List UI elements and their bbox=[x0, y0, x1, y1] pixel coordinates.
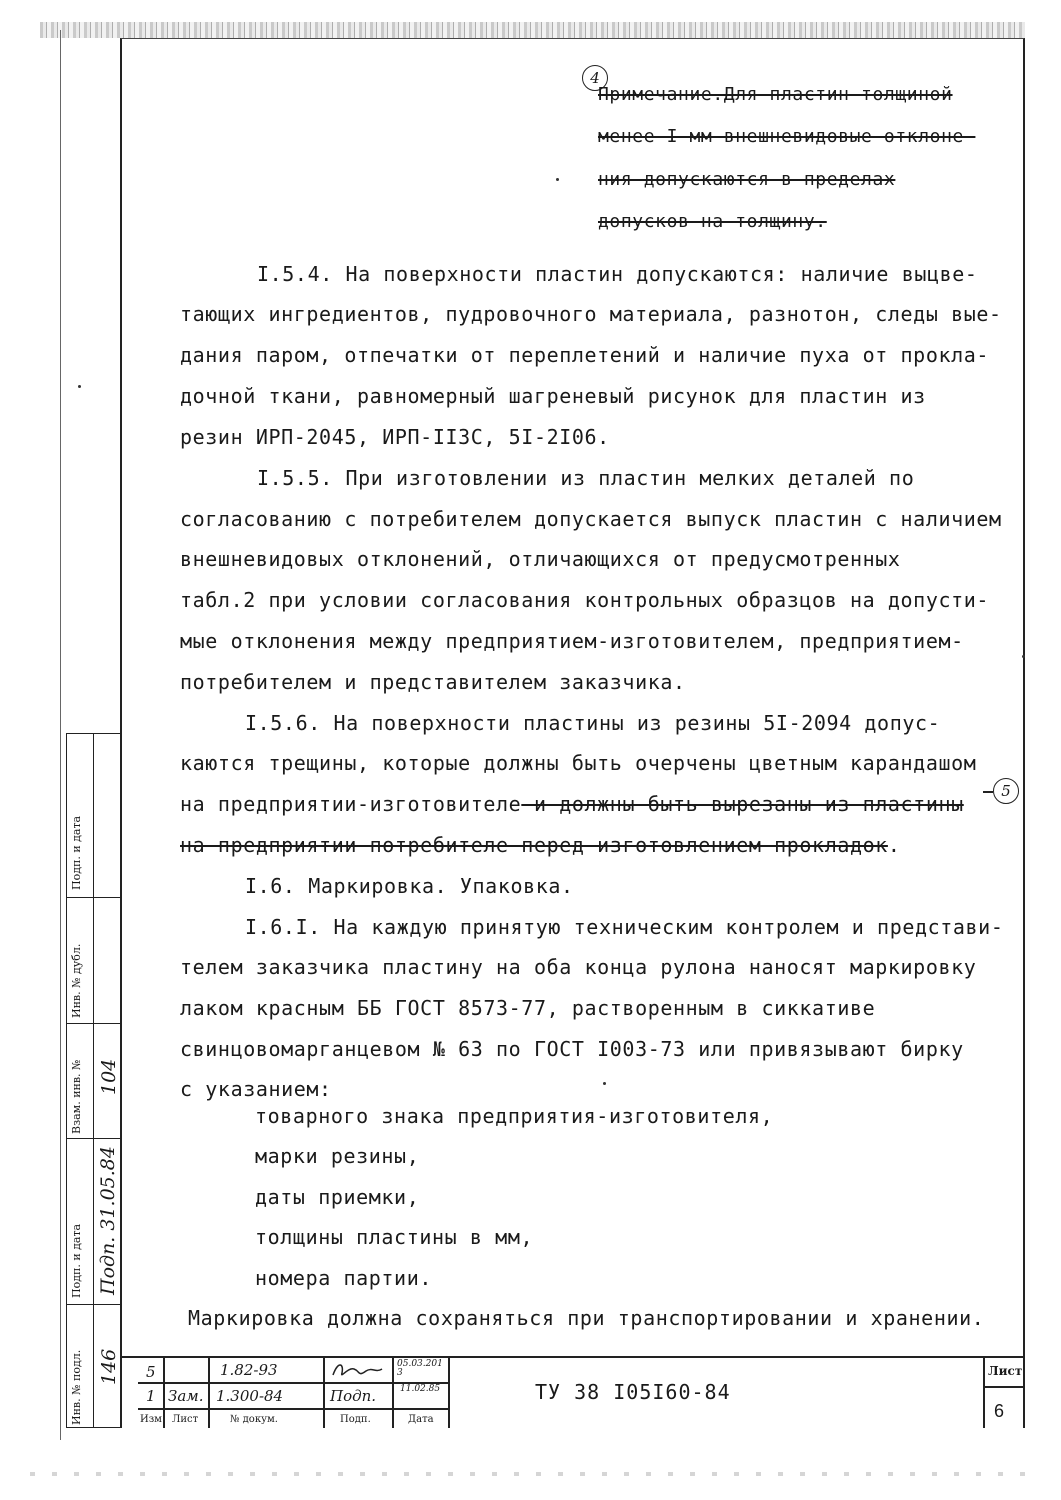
outer-margin-line bbox=[60, 30, 61, 1440]
margin-row-divider-1 bbox=[66, 897, 122, 898]
margin-label-vzam-inv: Взам. инв. № bbox=[70, 1059, 83, 1134]
note-line-2: менее I мм внешневидовые отклоне- bbox=[598, 126, 976, 147]
clause-1-5-5-line-1: I.5.5. При изготовлении из пластин мелких деталей по bbox=[257, 466, 915, 490]
clause-1-5-5-line-2: согласованию с потребителем допускается выпуск пластин с наличием bbox=[180, 507, 1002, 531]
title-block-col-2 bbox=[208, 1356, 210, 1428]
margin-label-inv-podl: Инв. № подл. bbox=[70, 1349, 83, 1425]
margin-row-divider-4 bbox=[66, 1304, 122, 1305]
clause-1-5-4-line-4: дочной ткани, равномерный шагреневый рисунок для пластин из bbox=[180, 384, 926, 408]
title-block-col-1 bbox=[163, 1356, 165, 1428]
title-block-col-4 bbox=[392, 1356, 394, 1428]
clause-1-5-5-line-3: внешневидовых отклонений, отличающихся от предусмотренных bbox=[180, 547, 901, 571]
margin-label-podp-date-1: Подп. и дата bbox=[70, 1223, 83, 1298]
clause-1-5-4-line-5: резин ИРП-2045, ИРП-II3С, 5I-2I06. bbox=[180, 425, 610, 449]
margin-row-divider-3 bbox=[66, 1138, 122, 1139]
header-list: Лист bbox=[172, 1414, 199, 1425]
marking-list-item-1: товарного знака предприятия-изготовителя, bbox=[255, 1104, 774, 1128]
revision-marker-4: 4 bbox=[582, 65, 608, 91]
scan-speck bbox=[603, 1082, 606, 1085]
header-izm: Изм bbox=[140, 1414, 162, 1425]
clause-1-5-4-line-2: тающих ингредиентов, пудровочного материала, разнотон, следы вые- bbox=[180, 302, 1002, 326]
scan-speck bbox=[556, 178, 559, 181]
row1-izm: 5 bbox=[146, 1363, 156, 1381]
clause-1-6-1-line-1: I.6.I. На каждую принятую техническим контролем и представи- bbox=[245, 915, 1004, 939]
row1-signature bbox=[330, 1359, 385, 1381]
clause-1-5-6-kept-text: на предприятии-изготовителе bbox=[180, 792, 522, 816]
title-block-col-6 bbox=[983, 1356, 985, 1428]
marking-list-item-2: марки резины, bbox=[255, 1144, 420, 1168]
marking-list-item-3: даты приемки, bbox=[255, 1185, 420, 1209]
note-line-3: ния допускаются в пределах bbox=[598, 169, 896, 190]
title-block-top-line bbox=[120, 1356, 1025, 1358]
margin-column-divider bbox=[93, 733, 94, 1428]
clause-1-5-5-line-5: мые отклонения между предприятием-изготовителем, предприятием- bbox=[180, 629, 964, 653]
scan-artifact-bottom bbox=[30, 1472, 1030, 1476]
clause-1-6-1-line-3: лаком красным ББ ГОСТ 8573-77, растворенным в сиккативе bbox=[180, 996, 876, 1020]
clause-1-5-5-line-6: потребителем и представителем заказчика. bbox=[180, 670, 686, 694]
row2-izm: 1 bbox=[146, 1387, 156, 1405]
marking-list-item-4: толщины пластины в мм, bbox=[255, 1225, 534, 1249]
clause-1-5-6-line-3 bbox=[180, 792, 964, 816]
row2-list: Зам. bbox=[168, 1387, 204, 1405]
clause-1-5-6-line-4 bbox=[180, 833, 901, 857]
header-date: Дата bbox=[408, 1414, 434, 1425]
clause-1-6-1-line-5: с указанием: bbox=[180, 1077, 332, 1101]
revision-dash bbox=[983, 791, 993, 793]
title-block-row-line-2 bbox=[138, 1408, 448, 1410]
clause-1-5-5-line-4: табл.2 при условии согласования контрольных образцов на допусти- bbox=[180, 588, 990, 612]
scan-speck bbox=[1022, 655, 1025, 658]
margin-row-divider-2 bbox=[66, 1023, 122, 1024]
margin-value-inv-podl: 146 bbox=[98, 1348, 120, 1385]
sheet-cell-divider bbox=[983, 1386, 1025, 1388]
clause-1-5-4-line-1: I.5.4. На поверхности пластин допускаются: наличие выцве- bbox=[257, 262, 978, 286]
margin-label-podp-date-2: Подп. и дата bbox=[70, 815, 83, 890]
clause-1-5-6-period: . bbox=[887, 833, 901, 857]
clause-1-6-1-line-2: телем заказчика пластину на оба конца рулона наносят маркировку bbox=[180, 955, 977, 979]
scan-artifact-top bbox=[40, 22, 1025, 38]
row2-sign: Подп. bbox=[330, 1387, 377, 1405]
document-code: ТУ 38 I05I60-84 bbox=[535, 1380, 731, 1404]
sheet-number: 6 bbox=[994, 1401, 1005, 1421]
clause-1-5-4-line-3: дания паром, отпечатки от переплетений и наличие пуха от прокла- bbox=[180, 343, 990, 367]
row1-date: 05.03.2013 bbox=[397, 1359, 443, 1378]
header-sign: Подп. bbox=[340, 1414, 371, 1425]
sheet-label: Лист bbox=[988, 1364, 1023, 1378]
clause-1-6-1-line-4: свинцовомарганцевом № 63 по ГОСТ I003-73 или привязывают бирку bbox=[180, 1037, 964, 1061]
clause-1-5-6-line-2: каются трещины, которые должны быть очерчены цветным карандашом bbox=[180, 751, 977, 775]
revision-marker-5: 5 bbox=[993, 778, 1019, 804]
margin-value-podp-date: Подп. 31.05.84 bbox=[97, 1146, 119, 1295]
margin-value-vzam-inv: 104 bbox=[98, 1058, 120, 1095]
marking-list-item-5: номера партии. bbox=[255, 1266, 432, 1290]
section-1-6-heading: I.6. Маркировка. Упаковка. bbox=[245, 874, 574, 898]
final-sentence: Маркировка должна сохраняться при транспортировании и хранении. bbox=[188, 1306, 985, 1330]
clause-1-5-6-struck-line: на предприятии-потребителе перед изготовлением прокладок bbox=[180, 833, 888, 857]
clause-1-5-6-line-1: I.5.6. На поверхности пластины из резины 5I-2094 допус- bbox=[245, 711, 941, 735]
header-doc: № докум. bbox=[230, 1414, 278, 1425]
title-block-col-3 bbox=[323, 1356, 325, 1428]
note-line-4: допусков на толщину. bbox=[598, 211, 827, 232]
scan-speck bbox=[78, 385, 81, 388]
row2-doc: 1.300-84 bbox=[216, 1387, 284, 1405]
row2-date: 11.02.85 bbox=[400, 1384, 441, 1394]
row1-doc: 1.82-93 bbox=[220, 1361, 278, 1379]
note-line-1: Примечание.Для пластин толщиной bbox=[598, 84, 953, 105]
margin-label-inv-dubl: Инв. № дубл. bbox=[70, 943, 83, 1018]
clause-1-5-6-struck-text: и должны быть вырезаны из пластины bbox=[521, 792, 964, 816]
title-block-col-5 bbox=[448, 1356, 450, 1428]
